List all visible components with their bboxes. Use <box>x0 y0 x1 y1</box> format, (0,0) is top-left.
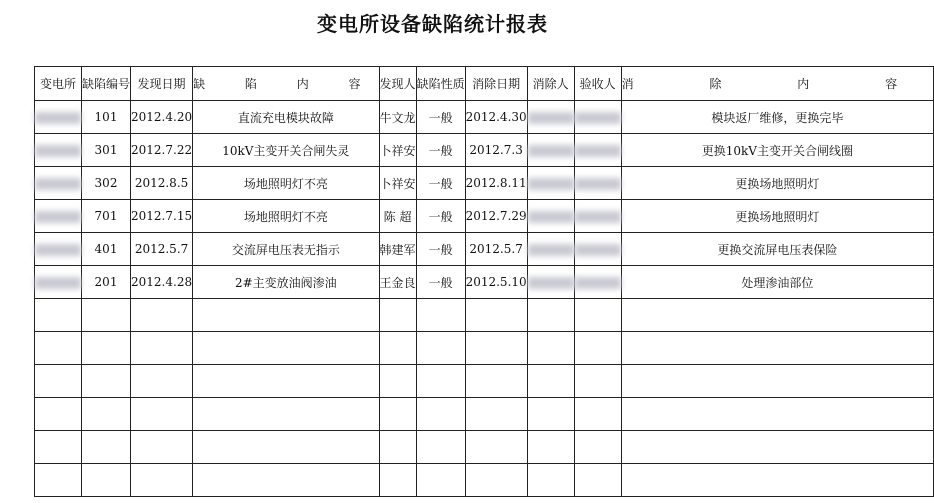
cell-nature <box>416 299 465 332</box>
redacted-name <box>575 112 621 124</box>
cell-remedy: 更换场地照明灯 <box>621 200 933 233</box>
empty-row <box>35 332 934 365</box>
cell-clear-date: 2012.5.7 <box>465 233 527 266</box>
cell-found-date: 2012.8.5 <box>131 167 193 200</box>
cell-found-date <box>131 398 193 431</box>
table-row <box>35 101 934 134</box>
cell-defect-content <box>193 299 379 332</box>
cell-station <box>35 200 82 233</box>
redacted-name <box>35 211 81 223</box>
cell-acceptor <box>574 398 621 431</box>
header-defect-content: 缺 陷 内 容 <box>193 67 379 101</box>
redacted-name <box>35 277 81 289</box>
cell-remedy <box>621 332 933 365</box>
cell-remedy <box>621 299 933 332</box>
cell-acceptor <box>574 266 621 299</box>
cell-finder <box>379 365 416 398</box>
cell-clearer <box>527 464 574 497</box>
cell-clearer <box>527 233 574 266</box>
cell-acceptor <box>574 233 621 266</box>
redacted-name <box>528 244 574 256</box>
cell-remedy: 模块返厂维修，更换完毕 <box>621 101 933 134</box>
cell-remedy: 更换交流屏电压表保险 <box>621 233 933 266</box>
cell-clear-date <box>465 464 527 497</box>
header-clearer: 消除人 <box>527 67 574 101</box>
cell-acceptor <box>574 299 621 332</box>
cell-acceptor <box>574 101 621 134</box>
cell-acceptor <box>574 365 621 398</box>
cell-station <box>35 299 82 332</box>
cell-defect-no: 201 <box>82 266 131 299</box>
cell-defect-no <box>82 299 131 332</box>
cell-acceptor <box>574 332 621 365</box>
header-found-date: 发现日期 <box>131 67 193 101</box>
cell-nature <box>416 464 465 497</box>
cell-defect-no <box>82 431 131 464</box>
cell-defect-content: 直流充电模块故障 <box>193 101 379 134</box>
cell-station <box>35 266 82 299</box>
cell-finder <box>379 332 416 365</box>
cell-finder: 卜祥安 <box>379 134 416 167</box>
cell-remedy: 更换10kV主变开关合闸线圈 <box>621 134 933 167</box>
cell-nature: 一般 <box>416 167 465 200</box>
cell-nature: 一般 <box>416 200 465 233</box>
cell-acceptor <box>574 200 621 233</box>
cell-station <box>35 134 82 167</box>
empty-row <box>35 431 934 464</box>
cell-finder <box>379 299 416 332</box>
cell-clear-date <box>465 398 527 431</box>
cell-nature <box>416 332 465 365</box>
cell-remedy: 处理渗油部位 <box>621 266 933 299</box>
cell-finder: 陈 超 <box>379 200 416 233</box>
redacted-name <box>35 244 81 256</box>
redacted-name <box>528 277 574 289</box>
cell-station <box>35 464 82 497</box>
cell-defect-content <box>193 464 379 497</box>
cell-found-date: 2012.7.22 <box>131 134 193 167</box>
report-title: 变电所设备缺陷统计报表 <box>317 12 548 36</box>
table-row <box>35 266 934 299</box>
header-station: 变电所 <box>35 67 82 101</box>
cell-station <box>35 233 82 266</box>
cell-nature: 一般 <box>416 134 465 167</box>
cell-clearer <box>527 365 574 398</box>
cell-defect-no <box>82 365 131 398</box>
cell-finder: 王金良 <box>379 266 416 299</box>
cell-found-date <box>131 365 193 398</box>
redacted-name <box>575 145 621 157</box>
defect-table <box>34 66 934 497</box>
cell-clear-date <box>465 299 527 332</box>
table-row <box>35 167 934 200</box>
cell-found-date: 2012.5.7 <box>131 233 193 266</box>
cell-finder <box>379 398 416 431</box>
cell-clearer <box>527 266 574 299</box>
cell-station <box>35 365 82 398</box>
cell-defect-content <box>193 398 379 431</box>
redacted-name <box>35 112 81 124</box>
cell-finder <box>379 464 416 497</box>
cell-station <box>35 101 82 134</box>
cell-defect-no: 101 <box>82 101 131 134</box>
empty-row <box>35 464 934 497</box>
cell-station <box>35 332 82 365</box>
cell-defect-no <box>82 464 131 497</box>
cell-clearer <box>527 134 574 167</box>
redacted-name <box>35 145 81 157</box>
cell-clearer <box>527 431 574 464</box>
cell-nature: 一般 <box>416 266 465 299</box>
cell-finder: 韩建军 <box>379 233 416 266</box>
header-clear-date: 消除日期 <box>465 67 527 101</box>
cell-found-date: 2012.7.15 <box>131 200 193 233</box>
redacted-name <box>575 178 621 190</box>
cell-finder: 卜祥安 <box>379 167 416 200</box>
cell-remedy <box>621 365 933 398</box>
header-nature: 缺陷性质 <box>416 67 465 101</box>
cell-acceptor <box>574 464 621 497</box>
redacted-name <box>528 178 574 190</box>
cell-remedy <box>621 464 933 497</box>
cell-found-date <box>131 299 193 332</box>
cell-clearer <box>527 101 574 134</box>
redacted-name <box>575 244 621 256</box>
cell-clear-date: 2012.8.11 <box>465 167 527 200</box>
cell-remedy <box>621 398 933 431</box>
cell-finder: 牛文龙 <box>379 101 416 134</box>
cell-nature <box>416 431 465 464</box>
cell-found-date: 2012.4.28 <box>131 266 193 299</box>
cell-defect-content: 交流屏电压表无指示 <box>193 233 379 266</box>
cell-nature <box>416 365 465 398</box>
cell-acceptor <box>574 431 621 464</box>
cell-defect-content: 场地照明灯不亮 <box>193 200 379 233</box>
cell-defect-content <box>193 332 379 365</box>
cell-defect-content <box>193 365 379 398</box>
cell-finder <box>379 431 416 464</box>
cell-acceptor <box>574 134 621 167</box>
header-acceptor: 验收人 <box>574 67 621 101</box>
cell-defect-content: 10kV主变开关合闸失灵 <box>193 134 379 167</box>
cell-station <box>35 167 82 200</box>
cell-nature <box>416 398 465 431</box>
empty-row <box>35 299 934 332</box>
cell-clearer <box>527 398 574 431</box>
cell-defect-no: 302 <box>82 167 131 200</box>
cell-found-date <box>131 464 193 497</box>
redacted-name <box>575 211 621 223</box>
cell-clear-date <box>465 332 527 365</box>
redacted-name <box>35 178 81 190</box>
cell-defect-no: 301 <box>82 134 131 167</box>
cell-clear-date: 2012.7.29 <box>465 200 527 233</box>
cell-defect-no <box>82 398 131 431</box>
cell-found-date <box>131 332 193 365</box>
cell-acceptor <box>574 167 621 200</box>
redacted-name <box>528 211 574 223</box>
cell-clearer <box>527 299 574 332</box>
cell-station <box>35 431 82 464</box>
cell-clear-date: 2012.5.10 <box>465 266 527 299</box>
table-row <box>35 200 934 233</box>
cell-clear-date <box>465 365 527 398</box>
table-row <box>35 134 934 167</box>
cell-remedy <box>621 431 933 464</box>
cell-nature: 一般 <box>416 233 465 266</box>
cell-clearer <box>527 167 574 200</box>
header-remedy-content: 消 除 内 容 <box>621 67 933 101</box>
table-row <box>35 233 934 266</box>
redacted-name <box>528 112 574 124</box>
cell-defect-content: 场地照明灯不亮 <box>193 167 379 200</box>
header-finder: 发现人 <box>379 67 416 101</box>
cell-clear-date: 2012.7.3 <box>465 134 527 167</box>
empty-row <box>35 365 934 398</box>
empty-row <box>35 398 934 431</box>
cell-found-date <box>131 431 193 464</box>
cell-defect-content: 2#主变放油阀渗油 <box>193 266 379 299</box>
cell-clear-date <box>465 431 527 464</box>
cell-nature: 一般 <box>416 101 465 134</box>
cell-clear-date: 2012.4.30 <box>465 101 527 134</box>
header-row <box>35 67 934 101</box>
cell-defect-no: 701 <box>82 200 131 233</box>
cell-remedy: 更换场地照明灯 <box>621 167 933 200</box>
cell-defect-no <box>82 332 131 365</box>
cell-clearer <box>527 200 574 233</box>
cell-clearer <box>527 332 574 365</box>
redacted-name <box>528 145 574 157</box>
redacted-name <box>575 277 621 289</box>
header-defect-no: 缺陷编号 <box>82 67 131 101</box>
cell-defect-no: 401 <box>82 233 131 266</box>
cell-defect-content <box>193 431 379 464</box>
cell-found-date: 2012.4.20 <box>131 101 193 134</box>
cell-station <box>35 398 82 431</box>
